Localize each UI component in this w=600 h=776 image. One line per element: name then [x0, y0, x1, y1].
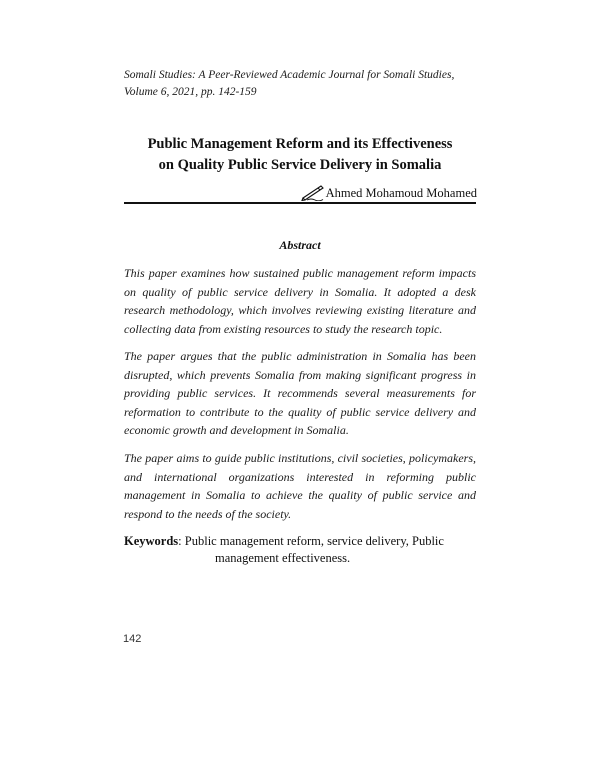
author-line — [301, 183, 477, 201]
keywords-separator: : — [178, 534, 182, 548]
author-name: Ahmed Mohamoud Mohamed — [325, 186, 477, 200]
journal-header — [124, 67, 484, 101]
abstract-paragraph: This paper examines how sustained public management reform impacts on quality of public service delivery in Somalia. It adopted a desk research methodology, which involves reviewing existing literature and collecting data from existing resources to study the research topic. — [124, 266, 476, 336]
keywords-text-line1: Public management reform, service delivery, Public — [181, 534, 444, 548]
keywords-text-line2: management effectiveness. — [215, 551, 351, 565]
title-divider — [124, 202, 476, 204]
abstract-paragraph: The paper aims to guide public institutions, civil societies, policymakers, and international organizations interested in reforming public management in Somalia to achieve the quality of public service and respond to the needs of the society. — [124, 451, 476, 521]
keywords-block — [124, 533, 476, 567]
abstract-paragraph: The paper argues that the public administration in Somalia has been disrupted, which prevents Somalia from making significant progress in providing public services. It recommends several measurements for reformation to contribute to the quality of public service delivery and economic growth and development in Somalia. — [124, 349, 476, 437]
journal-citation-line1: Somali Studies: A Peer-Reviewed Academic Journal for Somali Studies, — [124, 69, 455, 81]
page-number: 142 — [123, 633, 142, 645]
abstract-heading: Abstract — [279, 238, 321, 252]
paper-title-line1: Public Management Reform and its Effectiveness — [147, 136, 453, 152]
paper-title — [100, 134, 500, 176]
pen-writing-icon — [301, 183, 325, 201]
journal-citation-line2: Volume 6, 2021, pp. 142-159 — [124, 86, 257, 98]
keywords-label: Keywords — [124, 534, 179, 548]
paper-title-line2: on Quality Public Service Delivery in Somalia — [158, 157, 442, 173]
